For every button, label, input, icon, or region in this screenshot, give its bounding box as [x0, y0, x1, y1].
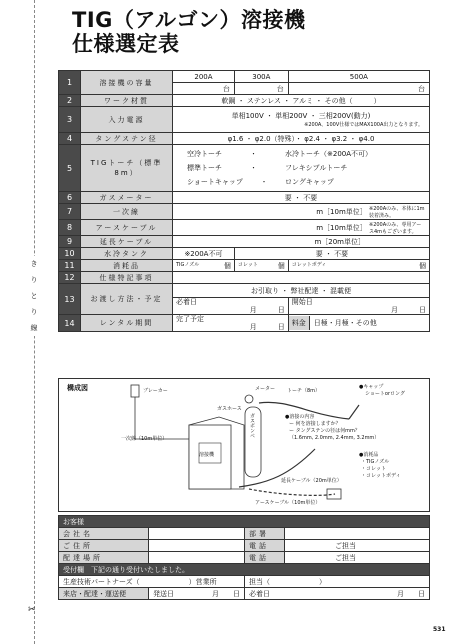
torch-option: 標準トーチ [187, 164, 222, 172]
earth-cable-note: ※200Aのみ、専用アース4mもございます。 [369, 221, 422, 235]
water-tank-note: ※200A不可 [173, 248, 235, 260]
earth-cable[interactable] [173, 220, 430, 236]
row-number: 12 [59, 272, 81, 284]
extension-cable-length: m［20m単位］ [314, 237, 365, 246]
row-label: ガスメーター [81, 192, 173, 204]
torch-option: 空冷トーチ [187, 150, 222, 158]
method-label: 来店・配達・運送便 [59, 588, 149, 600]
cap-label: ●キャップ [359, 384, 384, 390]
primary-cable-label: 一次線（10m単位） [121, 436, 168, 442]
row-number: 3 [59, 107, 81, 133]
row-number: 8 [59, 220, 81, 236]
earth-label: アースケーブル（10m単位） [255, 500, 321, 506]
row-label: タングステン径 [81, 133, 173, 145]
company-field[interactable] [149, 528, 245, 540]
day-label: 日 [277, 323, 285, 331]
delivery-label: 配達場所 [59, 552, 149, 564]
page-title [72, 8, 306, 56]
end-label: 完了予定 [176, 315, 204, 323]
unit: 個 [419, 261, 426, 270]
row-label: アースケーブル [81, 220, 173, 236]
tel-person[interactable] [285, 552, 430, 564]
dept-field[interactable] [285, 528, 430, 540]
capacity-500: 500A [288, 71, 429, 83]
torch-label: トーチ（8m） [287, 388, 321, 394]
customer-header: お客様 [59, 516, 430, 528]
arrival-date-label: 必着日 [249, 589, 270, 598]
ship-date[interactable] [149, 588, 245, 600]
consumable-collet-body[interactable] [288, 260, 429, 272]
row-label: お渡し方法・予定 [81, 284, 173, 315]
row-label: 水冷タンク [81, 248, 173, 260]
page-number: 531 [433, 626, 446, 633]
unit: 個 [223, 261, 231, 270]
weld-content-1: ー 何を溶接しますか？ [289, 421, 341, 427]
tel-label: 電話 [245, 552, 285, 564]
person-label: ご担当 [335, 541, 356, 550]
consumable-item: ・コレットボディ [361, 473, 401, 479]
unit: 台 [288, 83, 429, 95]
power-options: 単相100V ・ 単相200V ・ 三相200V(動力) [231, 112, 371, 120]
title-line-1: TIG（アルゴン）溶接機 [72, 8, 306, 32]
row-label: ワーク材質 [81, 95, 173, 107]
received-note: 下記の通り受付いたしました。 [91, 565, 189, 574]
delivery-field[interactable] [149, 552, 245, 564]
received-title: 受付欄 [63, 565, 84, 574]
dept-label: 部署 [245, 528, 285, 540]
machine-label: 溶接機 [199, 452, 215, 458]
cap-option-label: ショートorロング [365, 391, 405, 397]
consumable-item: ・コレット [361, 466, 386, 472]
row-number: 14 [59, 315, 81, 332]
row-number: 10 [59, 248, 81, 260]
earth-cable-length: m［10m単位］ [316, 223, 367, 232]
row-label: 入力電源 [81, 107, 173, 133]
arrival-date[interactable] [173, 298, 289, 315]
row-number: 2 [59, 95, 81, 107]
row-number: 6 [59, 192, 81, 204]
row-label: 溶接機の容量 [81, 71, 173, 95]
breaker-label: ブレーカー [143, 388, 168, 394]
row-number: 4 [59, 133, 81, 145]
row-number: 5 [59, 145, 81, 192]
capacity-200: 200A [173, 71, 235, 83]
row-label: 消耗品 [81, 260, 173, 272]
address-field[interactable] [149, 540, 245, 552]
arrival-label: 必着日 [176, 298, 197, 306]
day-label: 日 [418, 589, 425, 598]
tungsten-diameter[interactable]: φ1.6 ・ φ2.0（特殊）・ φ2.4 ・ φ3.2 ・ φ4.0 [173, 133, 430, 145]
consumable-name: TIGノズル [176, 261, 200, 268]
special-notes[interactable] [173, 272, 430, 284]
row-number: 11 [59, 260, 81, 272]
capacity-300: 300A [234, 71, 288, 83]
power-note: ※200A、100V仕様ではMAX100A出力となります。 [304, 122, 423, 128]
unit: 台 [173, 83, 235, 95]
start-date[interactable] [288, 298, 429, 315]
unit: 個 [277, 261, 285, 270]
row-number: 13 [59, 284, 81, 315]
row-number: 1 [59, 71, 81, 95]
start-label: 開始日 [291, 298, 313, 306]
fee-value: 日極・月極・その他 [313, 319, 377, 327]
day-label: 日 [277, 306, 285, 314]
consumable-name: コレット [237, 261, 258, 268]
company-label: 会社名 [59, 528, 149, 540]
partner-field[interactable]: 生産技術パートナーズ（ ）営業所 [59, 576, 245, 588]
order-form [58, 515, 430, 600]
cut-line-label: きりとり線 [29, 256, 39, 336]
primary-cable-note: ※200Aのみ、本体に1m装着済み。 [369, 205, 425, 219]
torch-option: ロングキャップ [285, 178, 334, 186]
torch-option: ショートキャップ [187, 178, 243, 186]
received-header [59, 564, 430, 576]
consumable-item: ・TIGノズル [361, 459, 390, 465]
row-label: 延長ケーブル [81, 236, 173, 248]
meter-label: メーター [255, 386, 276, 392]
diagram-title: 構成図 [67, 384, 88, 392]
month-label: 月 [391, 306, 398, 314]
weld-content-2: ー タングステンの径は何mm？ [289, 428, 360, 434]
torch-option: フレキシブルトーチ [285, 164, 348, 172]
weld-content-title: ●溶接の内容 [285, 414, 315, 420]
arrival-date-field[interactable] [245, 588, 430, 600]
primary-cable[interactable] [173, 204, 430, 220]
month-label: 月 [212, 589, 219, 598]
consumable-collet[interactable] [234, 260, 288, 272]
tig-torch-options[interactable]: 空冷トーチ ・ 水冷トーチ（※200A不可） 標準トーチ ・ フレキシブルトーチ ショートキャップ ・ ロングキャップ [173, 145, 430, 192]
torch-option: 水冷トーチ（※200A不可） [285, 150, 373, 158]
diagram-drawing [59, 379, 431, 513]
ship-date-label: 発送日 [153, 589, 174, 598]
title-line-2: 仕様選定表 [72, 32, 180, 56]
day-label: 日 [233, 589, 240, 598]
row-label: 仕様特記事項 [81, 272, 173, 284]
month-label: 月 [249, 323, 257, 331]
primary-cable-length: m［10m単位］ [316, 207, 367, 216]
scissor-icon: ✂ [28, 605, 36, 615]
consumable-nozzle[interactable] [173, 260, 235, 272]
month-label: 月 [397, 589, 404, 598]
row-number: 7 [59, 204, 81, 220]
spec-table [58, 70, 430, 332]
address-label: ご住所 [59, 540, 149, 552]
configuration-diagram [58, 378, 430, 512]
cylinder-label: ガスボンベ [249, 413, 255, 438]
consumable-name: コレットボディ [291, 261, 327, 268]
row-label: 一次線 [81, 204, 173, 220]
water-tank[interactable]: 要 ・ 不要 [234, 248, 429, 260]
delivery-method[interactable]: お引取り ・ 弊社配達 ・ 混載便 [173, 284, 430, 298]
staff-field[interactable]: 担当（ ） [245, 576, 430, 588]
gas-meter[interactable]: 要 ・ 不要 [173, 192, 430, 204]
extension-label: 延長ケーブル（20m単位） [281, 478, 342, 484]
person-label: ご担当 [335, 553, 356, 562]
fee-label: 料金 [289, 316, 310, 330]
row-label: レンタル期間 [81, 315, 173, 332]
unit: 台 [234, 83, 288, 95]
extension-cable[interactable] [173, 236, 430, 248]
weld-content-3: （1.6mm, 2.0mm, 2.4mm, 3.2mm） [289, 435, 380, 441]
row-number: 9 [59, 236, 81, 248]
day-label: 日 [419, 306, 426, 314]
power-source[interactable] [173, 107, 430, 133]
rental-end[interactable] [173, 315, 289, 332]
consumable-title: ●消耗品 [359, 452, 379, 458]
gas-hose-label: ガスホース [217, 406, 242, 412]
row-label: TIGトーチ（標準8m） [81, 145, 173, 192]
rental-fee[interactable] [288, 315, 429, 332]
month-label: 月 [249, 306, 257, 314]
work-material[interactable]: 軟鋼 ・ ステンレス ・ アルミ ・ その他（ ） [173, 95, 430, 107]
tel-person[interactable] [285, 540, 430, 552]
tel-label: 電話 [245, 540, 285, 552]
